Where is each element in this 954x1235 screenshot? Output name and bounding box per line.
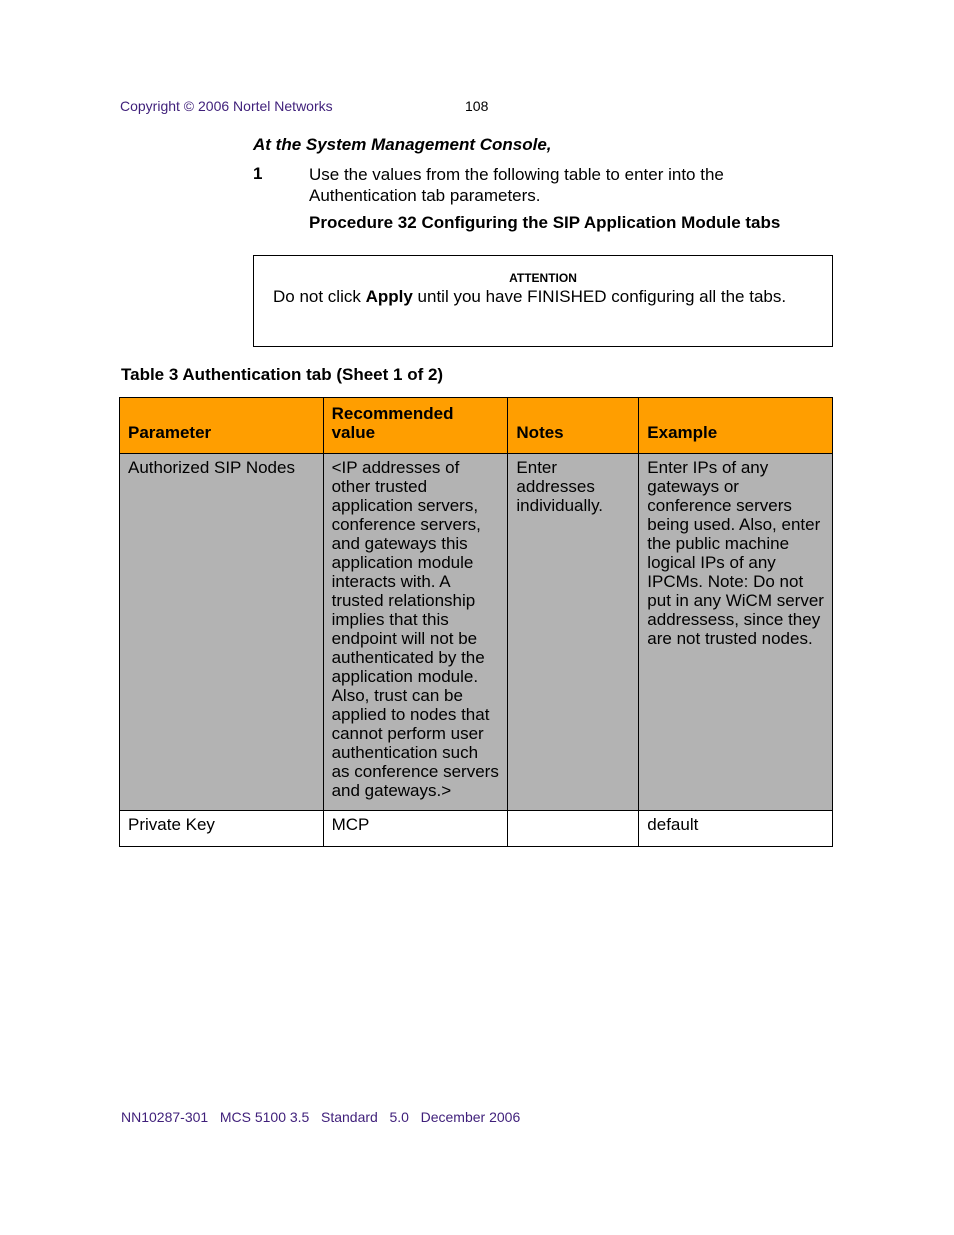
attention-text [273,287,813,306]
header-recommended-value: Recommended value [323,398,508,454]
copyright-notice: Copyright © 2006 Nortel Networks [120,98,333,114]
step-text: Use the values from the following table to enter into the Authentication tab parameters. [309,165,724,205]
procedure-intro: At the System Management Console, [253,135,552,154]
page-number: 108 [465,98,489,114]
attention-text-before: Do not click [273,287,366,306]
cell-notes: Enter addresses individually. [508,454,639,811]
header-parameter: Parameter [120,398,324,454]
attention-apply-keyword: Apply [365,287,413,306]
table-row [120,454,833,811]
table-row [120,811,833,847]
attention-text-after: until you have FINISHED configuring all the tabs. [412,287,787,306]
cell-example: Enter IPs of any gateways or conference servers being used. Also, enter the public machine logical IPs of any IPCMs. Note: Do not put in any WiCM server addressess, since they are not trusted nodes. [639,454,833,811]
table-header-row [120,398,833,454]
authentication-table [119,397,833,847]
step-number: 1 [253,164,263,183]
attention-box [253,255,833,347]
cell-parameter: Authorized SIP Nodes [120,454,324,811]
document-footer: NN10287-301 MCS 5100 3.5 Standard 5.0 December 2006 [121,1109,521,1125]
cell-recommended-value: <IP addresses of other trusted application servers, conference servers, and gateways this application module interacts with. A trusted relationship implies that this endpoint will not be authenticated by the application module. Also, trust can be applied to nodes that cannot perform user authentication such as conference servers and gateways.> [323,454,508,811]
cell-example: default [639,811,833,847]
header-example: Example [639,398,833,454]
cell-notes [508,811,639,847]
table-caption: Table 3 Authentication tab (Sheet 1 of 2) [121,365,444,384]
procedure-title: Procedure 32 Configuring the SIP Application Module tabs [309,213,781,232]
cell-parameter: Private Key [120,811,324,847]
cell-recommended-value: MCP [323,811,508,847]
header-notes: Notes [508,398,639,454]
attention-label: ATTENTION [509,271,577,285]
